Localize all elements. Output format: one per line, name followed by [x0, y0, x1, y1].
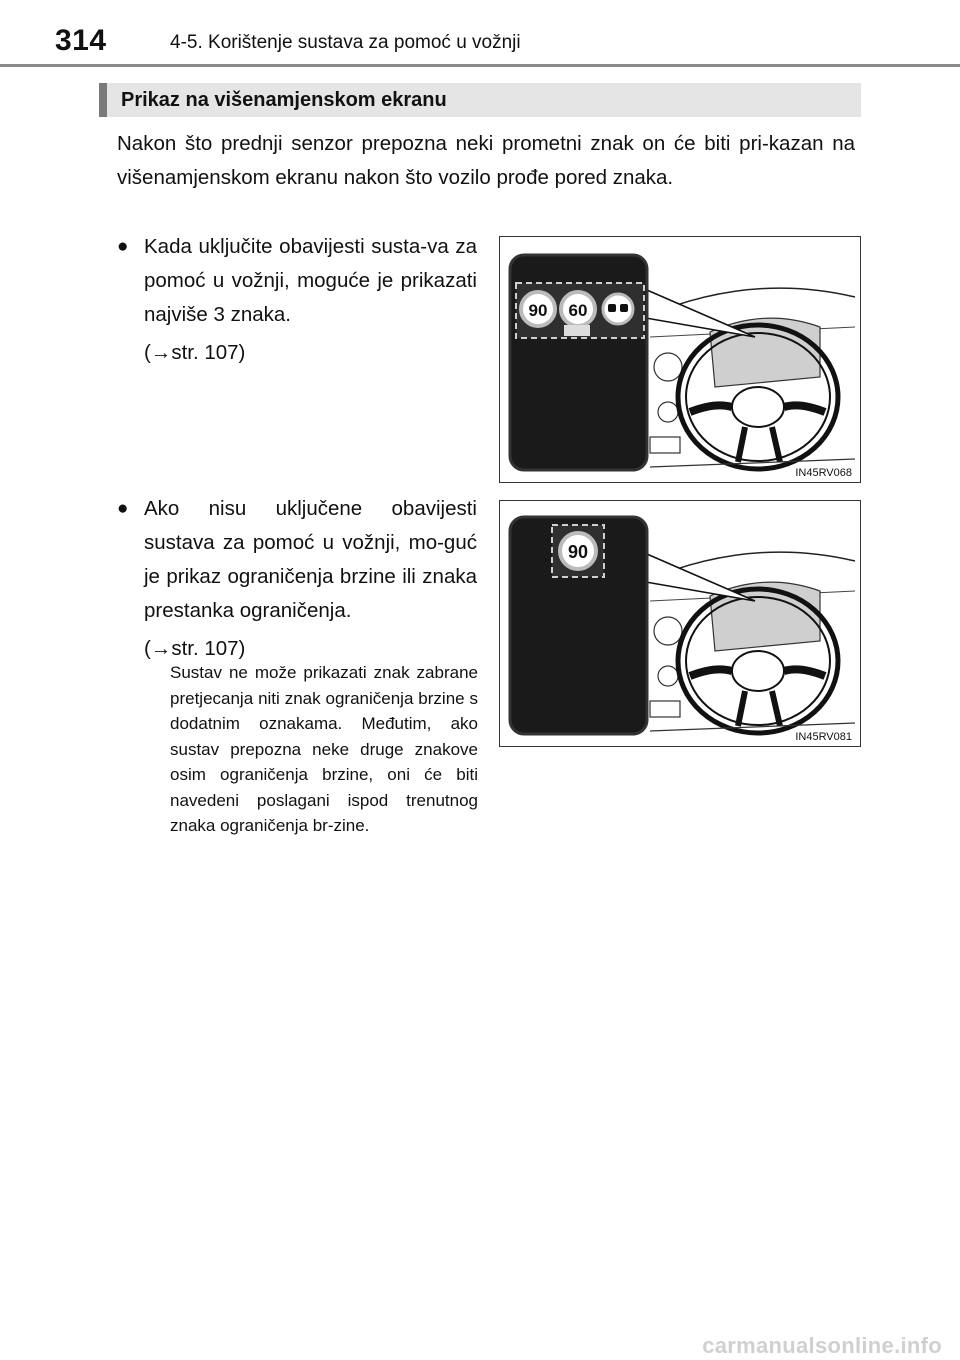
figure-display-one-sign — [499, 500, 861, 747]
bullet-item — [117, 230, 477, 370]
page-reference: (→str. 107) — [144, 637, 246, 660]
page-header — [0, 0, 960, 70]
bullet-item — [117, 492, 477, 666]
page-reference: (→str. 107) — [144, 341, 246, 364]
figure-code: IN45RV081 — [795, 731, 852, 743]
header-divider — [0, 64, 960, 67]
speed-sign-icon — [560, 533, 596, 569]
intro-paragraph: Nakon što prednji senzor prepozna neki prometni znak on će biti pri-kazan na višenamjenskom ekranu nakon što vozilo prođe pored znaka. — [117, 132, 855, 189]
bullet-icon: ● — [117, 236, 129, 257]
svg-text:90: 90 — [528, 301, 548, 320]
dashboard-illustration — [500, 237, 860, 482]
svg-text:90: 90 — [567, 542, 589, 562]
page-number: 314 — [55, 24, 107, 57]
speed-sign-icon — [561, 292, 595, 326]
no-overtaking-sign-icon — [603, 294, 633, 324]
dashboard-illustration — [500, 501, 860, 746]
bullet-text: Ako nisu uključene obavijesti sustava za pomoć u vožnji, mo-guć je prikaz ograničenja brzine ili znaka prestanka ograničenja. — [144, 497, 477, 622]
section-title: 4-5. Korištenje sustava za pomoć u vožnji — [170, 32, 521, 53]
svg-text:60: 60 — [568, 301, 588, 320]
section-heading-text: Prikaz na višenamjenskom ekranu — [121, 89, 447, 111]
section-heading — [99, 83, 861, 117]
supplementary-plate-icon — [564, 325, 590, 336]
figure-code: IN45RV068 — [795, 467, 852, 479]
note-text: Sustav ne može prikazati znak zabrane pretjecanja niti znak ograničenja brzine s dodatnim oznakama. Međutim, ako sustav prepozna neke druge znakove osim ograničenja brzine, oni će biti navedeni poslagani ispod trenutnog znaka ograničenja br-zine. — [170, 663, 478, 835]
watermark: carmanualsonline.info — [702, 1333, 942, 1358]
bullet-text: Kada uključite obavijesti susta-va za pomoć u vožnji, moguće je prikazati najviše 3 znaka. — [144, 235, 477, 326]
bullet-icon: ● — [117, 498, 129, 519]
figure-display-three-signs — [499, 236, 861, 483]
speed-sign-icon — [521, 292, 555, 326]
